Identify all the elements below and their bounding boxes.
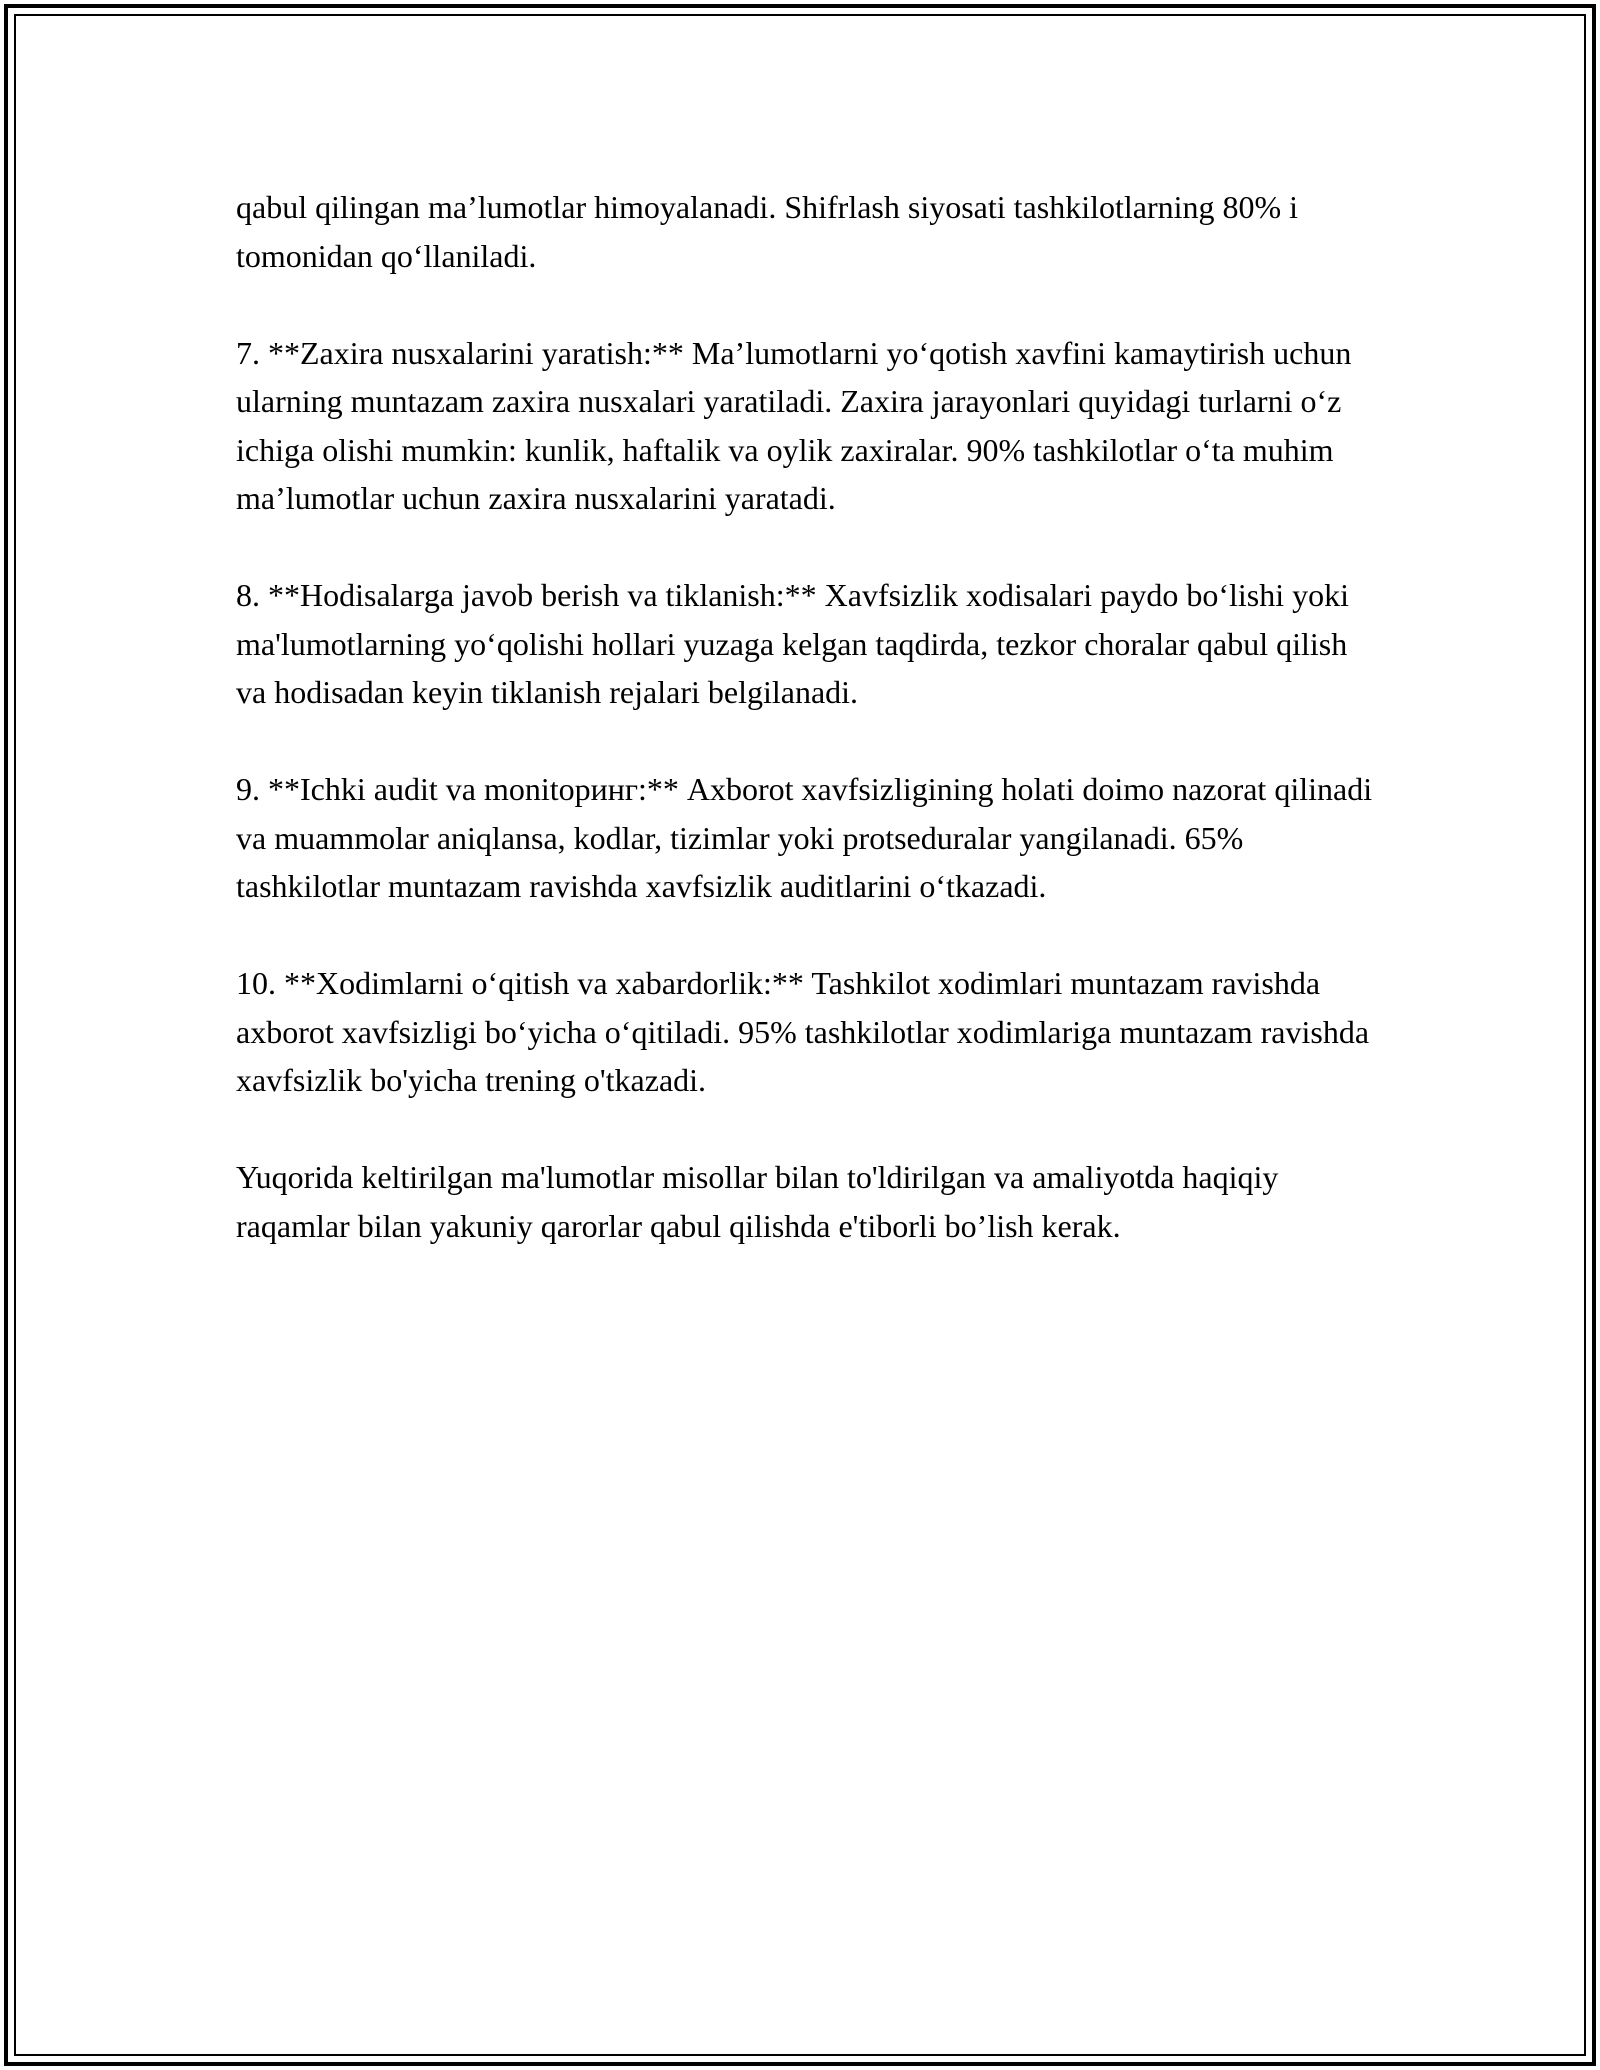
paragraph-conclusion: Yuqorida keltirilgan ma'lumotlar misollar bilan to'ldirilgan va amaliyotda haqiqiy raqamlar bilan yakuniy qarorlar qabul qilishda e'tiborli bo’lish kerak.	[236, 1159, 1279, 1244]
paragraph-item-9-audit: 9. **Ichki audit va monitoринг:** Axborot xavfsizligining holati doimo nazorat qilinadi va muammolar aniqlansa, kodlar, tizimlar yoki protseduralar yangilanadi. 65% tashkilotlar muntazam ravishda xavfsizlik auditlarini o‘tkazadi.	[236, 771, 1373, 904]
document-body	[236, 183, 1376, 1299]
paragraph-item-7-backups: 7. **Zaxira nusxalarini yaratish:** Ma’lumotlarni yo‘qotish xavfini kamaytirish uchun ularning muntazam zaxira nusxalari yaratiladi. Zaxira jarayonlari quyidagi turlarni o‘z ichiga olishi mumkin: kunlik, haftalik va oylik zaxiralar. 90% tashkilotlar o‘ta muhim ma’lumotlar uchun zaxira nusxalarini yaratadi.	[236, 334, 1352, 516]
paragraph-item-8-incident-response: 8. **Hodisalarga javob berish va tiklanish:** Xavfsizlik xodisalari paydo bo‘lishi yoki ma'lumotlarning yo‘qolishi hollari yuzaga kelgan taqdirda, tezkor choralar qabul qilish va hodisadan keyin tiklanish rejalari belgilanadi.	[236, 577, 1349, 710]
paragraph-intro: qabul qilingan ma’lumotlar himoyalanadi. Shifrlash siyosati tashkilotlarning 80% i tomonidan qo‘llaniladi.	[236, 189, 1299, 274]
paragraph-item-10-training: 10. **Xodimlarni o‘qitish va xabardorlik:** Tashkilot xodimlari muntazam ravishda axborot xavfsizligi bo‘yicha o‘qitiladi. 95% tashkilotlar xodimlariga muntazam ravishda xavfsizlik bo'yicha trening o'tkazadi.	[236, 965, 1370, 1098]
